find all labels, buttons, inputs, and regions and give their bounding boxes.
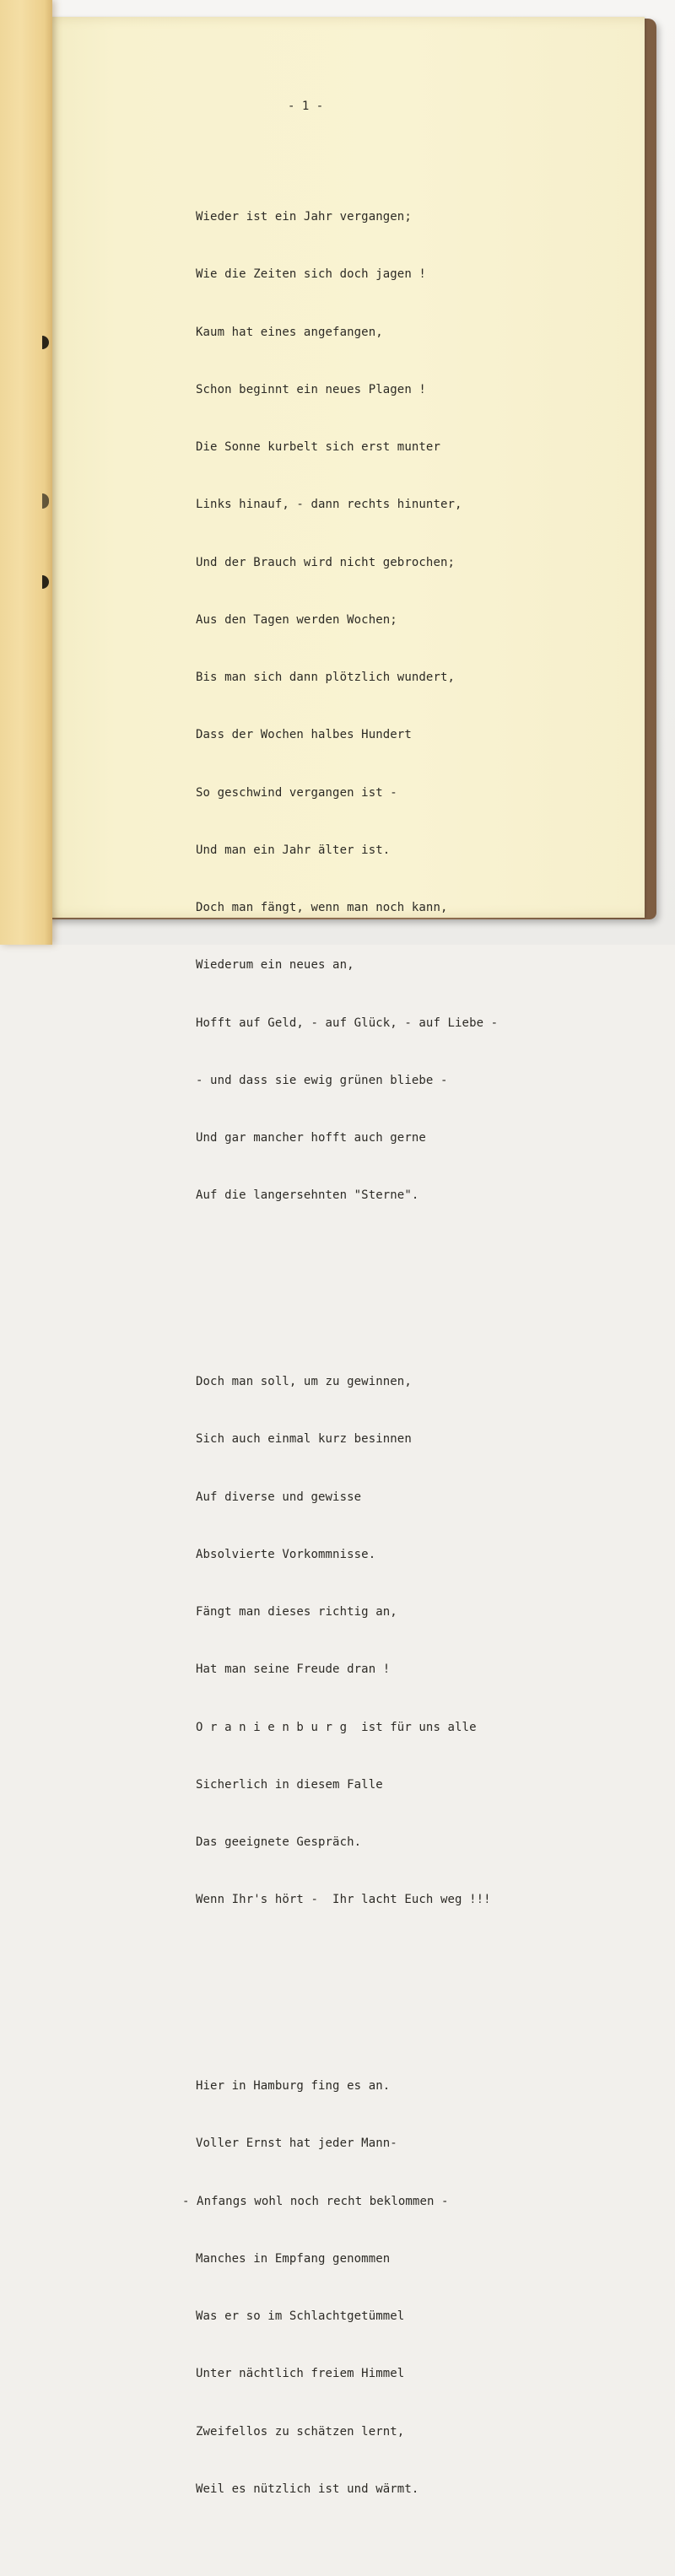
poem-line: Kaum hat eines angefangen, <box>196 325 383 339</box>
poem-line: Sich auch einmal kurz besinnen <box>196 1432 412 1447</box>
poem-line: - Anfangs wohl noch recht beklommen - <box>182 2194 449 2208</box>
poem-line: Wie die Zeiten sich doch jagen ! <box>196 267 426 282</box>
poem-line: Auf die langersehnten "Sterne". <box>196 1188 419 1203</box>
poem-line: Aus den Tagen werden Wochen; <box>196 612 397 627</box>
poem-line: Hier in Hamburg fing es an. <box>196 2079 391 2093</box>
poem-line: Absolvierte Vorkommnisse. <box>196 1547 376 1561</box>
left-page-edge <box>0 0 52 945</box>
page-number: - 1 - <box>288 100 324 113</box>
poem-line: Schon beginnt ein neues Plagen ! <box>196 382 426 396</box>
poem-line: Sicherlich in diesem Falle <box>196 1777 383 1792</box>
poem-line: Doch man fängt, wenn man noch kann, <box>196 901 448 914</box>
poem-line: Manches in Empfang genommen <box>196 2251 391 2266</box>
poem-line: Die Sonne kurbelt sich erst munter <box>196 440 440 454</box>
poem-line: So geschwind vergangen ist - <box>196 785 397 800</box>
stanza <box>196 1334 498 1948</box>
stanza-gap <box>196 1282 498 1296</box>
poem-text <box>182 131 499 2576</box>
stanza <box>196 170 498 1244</box>
poem-line: Weil es nützlich ist und wärmt. <box>196 2482 419 2496</box>
stanza <box>182 2039 498 2538</box>
poem-line: Auf diverse und gewisse <box>196 1490 362 1504</box>
poem-line: Wieder ist ein Jahr vergangen; <box>196 210 412 224</box>
poem-line: Dass der Wochen halbes Hundert <box>196 728 412 742</box>
poem-line: Hofft auf Geld, - auf Glück, - auf Liebe - <box>196 1016 499 1030</box>
poem-line: Voller Ernst hat jeder Mann- <box>196 2137 397 2151</box>
poem-line: Und der Brauch wird nicht gebrochen; <box>196 555 456 569</box>
poem-line: Wiederum ein neues an, <box>196 958 354 973</box>
poem-line: Unter nächtlich freiem Himmel <box>196 2367 405 2381</box>
poem-line: Wenn Ihr's hört - Ihr lacht Euch weg !!! <box>196 1893 491 1907</box>
poem-line: O r a n i e n b u r g ist für uns alle <box>196 1720 477 1734</box>
poem-line: Doch man soll, um zu gewinnen, <box>196 1375 412 1388</box>
stanza-gap <box>196 1986 498 2000</box>
poem-line: Bis man sich dann plötzlich wundert, <box>196 671 456 684</box>
poem-line: Und gar mancher hofft auch gerne <box>196 1131 426 1145</box>
poem-line: Das geeignete Gespräch. <box>196 1835 362 1849</box>
poem-line: Was er so im Schlachtgetümmel <box>196 2309 405 2323</box>
poem-line: Fängt man dieses richtig an, <box>196 1605 397 1619</box>
poem-line: Zweifellos zu schätzen lernt, <box>196 2424 405 2439</box>
poem-line: Links hinauf, - dann rechts hinunter, <box>196 498 462 512</box>
poem-line: - und dass sie ewig grünen bliebe - <box>196 1073 448 1087</box>
poem-line: Hat man seine Freude dran ! <box>196 1663 391 1677</box>
poem-line: Und man ein Jahr älter ist. <box>196 843 391 857</box>
